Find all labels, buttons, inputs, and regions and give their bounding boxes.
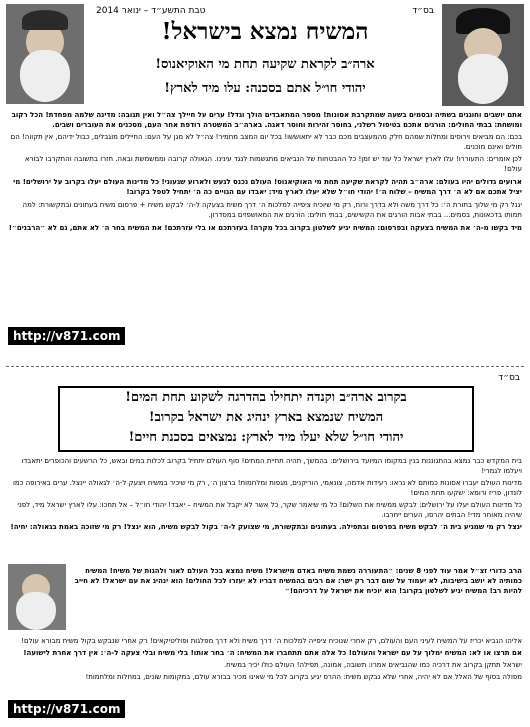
site-url-bottom[interactable]: http://v871.com xyxy=(8,700,125,718)
article-1-para-2: בכם: הם מביאים וירוסים ומחלות שמהם חלק מהמעצבים מכם כבר לא יתאוששו! בכל יום המצב מחמיר! צה״ל לא מגן על העם: החיילים מוגבלים, כבול ידיהם, אין תקווה! הם חולים ואינם מוכנים. xyxy=(10,133,522,151)
warning-line-3: יהודי חו״ל שלא יעלו מיד לארץ: נמצאים בסכנת חיים! xyxy=(128,430,404,445)
headline-line-2: יהודי חו״ל אתם בסכנה: עלו מיד לארץ! xyxy=(164,81,366,96)
article-2 xyxy=(8,456,522,560)
article-1-para-1: אתם יושבים וחוגגים בשתיה ובסמים בשעה שמתקרבת אסונות! מספר המתאבדים הולך וגדל! ערים על חיילך צה״ל ואין תגובה: מדינה שלמה מפחדת! הכל רקוב ומושחת: בבתי החולים: הורגים אתכם בטיפול רשלני, בחוסר זהירות וחוסר דאגה. בארה״ב המשטרה רודפת אחר העם, מסכנים את העוברים ושבים. xyxy=(11,111,522,129)
article-1-para-4: ארועים גדולים יהיו בעולם: ארה״ב תהיה לקראת שקיעה תחת מי האוקיאנוס! העולם נכנס לגעש ולארוע שגעוני! כל מדינות העולם יעלו בקרוב על ירושלים! מי יציל אתכם אם לא ה׳ דרך המשיח – שלוח ה׳! יהודי חו״ל שלא יעלו לארץ מיד: יאבדו עם הגויים כה ה׳ יתחיל לטפל בקרוב! xyxy=(13,178,522,196)
bsd-mark-2: בס״ד xyxy=(498,373,520,383)
headline-line-1: ארה״ב לקראת שקיעה תחת מי האוקיאנוס! xyxy=(155,57,375,72)
article-1-para-5: יגנל רק מי שלוך בתורת ה׳: כל דרך משה ולא בדרך ורוח, רק מי שיוכיח ציפייה למלכות ה׳ דרך משיח בצעקה ל-ה׳ לבקש משיח + פרסום משיח בעתונים ובתקשורת: למה תמותו בדכאונות, בסמים... בבתי אבות הורגים את הקשישים, בבתי חולים: הורגים את המאושפזים במסדרון. xyxy=(22,201,522,219)
rabbi-photo-right xyxy=(442,4,524,106)
rabbi-photo-left xyxy=(6,4,84,104)
article-3-para-2: אם תרצו או לא: המשיח ימלוך על עם ישראל והעולם! כל אלה אתם תתחברו את המשיח: ה׳ בחר אותו! בלי משיח ובלי צעקה ל-ה׳: אין דרך אחרת לישועה! xyxy=(23,649,522,657)
warning-box xyxy=(58,386,474,452)
article-1-para-6: מיד בקשו מ-ה׳ את המשיח בצעקה ובפרסום: המשיח יגיע לשלטון בקרוב בכל מקרה! בעזרתכם או בלי עזרתכם! את המשיח בחר ה׳ לא אתם, גם לא ״הרבנים״! xyxy=(8,224,522,232)
article-2-para-3: כל מדינות העולם יעלו על ירושלים: לבקש ממשיח את השלום! כל מי שיאמר שקר, כל אשר לא יקבל את המשיח – יאבד! יהודי חו״ל – אל תחכו: עלו לארץ ישראל מיד, לפני שיהיה מאוחר מדי! הבתים יהרסו, הערים ייחרבו. xyxy=(17,501,522,519)
article-1-para-3: לכן אומרים: התעוררו! עלו לארץ ישראל כל עוד יש זמן! כל ההבטחות של הנביאים מתגשמות לנגד עינינו. הגאולה קרובה וממשמשת ובאה. חזרו בתשובה והתקרבו לבורא עולם! xyxy=(24,155,522,173)
article-1 xyxy=(8,110,522,360)
article-2-para-4: ינצל רק מי שמגיע בית ה׳ לבקש משיח בפרסום ובתפילה. בעתונים ובתקשורת, מי שצועק ל-ה׳ בקול לבקש משיח, הוא ינצל! רק מי שזוכה באמת בגאולה: יחיה! xyxy=(10,523,522,531)
kaduri-quote: הרב כדורי זצ״ל אמר עוד לפני 8 שנים: ״התעוררה נשמת משיח באדם מישראל! משיח נמצא בכל העולם לאור ולהגות של משיח! המשיח כמותיה לא יושב בישיבות, לא יעמוד על שום דבר רק ישר: אם רבים בהמשיח דבריו לא יעזרו לכל החולים! הוא ינהיג את עם ישראל! לא חייב להיות רב! המשיח יגיע לשלטון בקרוב! הוא יוכיח את ישראל על דרכיהם!״ xyxy=(74,567,522,595)
site-url-top[interactable]: http://v871.com xyxy=(8,327,125,345)
main-headline: המשיח נמצא בישראל! xyxy=(161,18,369,45)
article-2-para-1: בית המקדש כבר נמצא בהתגוננות בנין במקומו המיועד בירושלים: בהמשך, תהיה תחיית המתים! סוף העולם יתחיל בקרוב לכלות במים ובאש, כל הרשעים והכופרים יתאבדו ויעלמו לגמרי! xyxy=(21,457,522,475)
warning-line-1: בקרוב ארה״ב וקנדה יתחילו בהדרגה לשקוע תחת המים! xyxy=(125,390,407,405)
article-3-para-4: מפולה בסוף של האלל אם לא יהיה, אחרי שלא נבקש משיח: ההרס יגיע בקרוב לכל מי שאינו מכיר בבורא עולם, במקומות שונים, במחלות ומלחמות! xyxy=(85,673,522,681)
warning-line-2: המשיח שנמצא בארץ ינהיג את ישראל בקרוב! xyxy=(148,410,384,425)
article-2-para-2: מדינות העולם יעברו אסונות כמותם לא נראו: רעידות אדמה, צונאמי, הוריקנים, מגפות ומלחמות! ברצון ה׳, רק מי שיכיר במשיח ויצעק ל-ה׳ לגאולה יינצל. ערים באירופה כמו לונדון, פריז ורומא: ישקעו תחת המים! xyxy=(13,479,522,497)
rabbi-kaduri-photo xyxy=(8,564,66,630)
bsd-mark: בס״ד xyxy=(412,6,434,16)
header-date: טבת התשע״ד – ינואר 2014 xyxy=(96,6,206,16)
article-3-para-1: אליהו הנביא יכריז על המשיח לעיני העם והעולם, רק אחרי שנוכיח ציפייה למלכות ה׳ דרך משיח ולא דרך מפלגות ופוליטיקאים! רק אחרי שנבקש בקול משיח מבורא עולם! xyxy=(21,637,522,645)
section-divider xyxy=(6,366,524,367)
article-3-para-3: ישראל תתקן בקרוב את דרכיה כמו שהנביאים אמרו: תשובה, אמונה, תפילה! העולם כולו יכיר במשיח. xyxy=(223,661,522,669)
